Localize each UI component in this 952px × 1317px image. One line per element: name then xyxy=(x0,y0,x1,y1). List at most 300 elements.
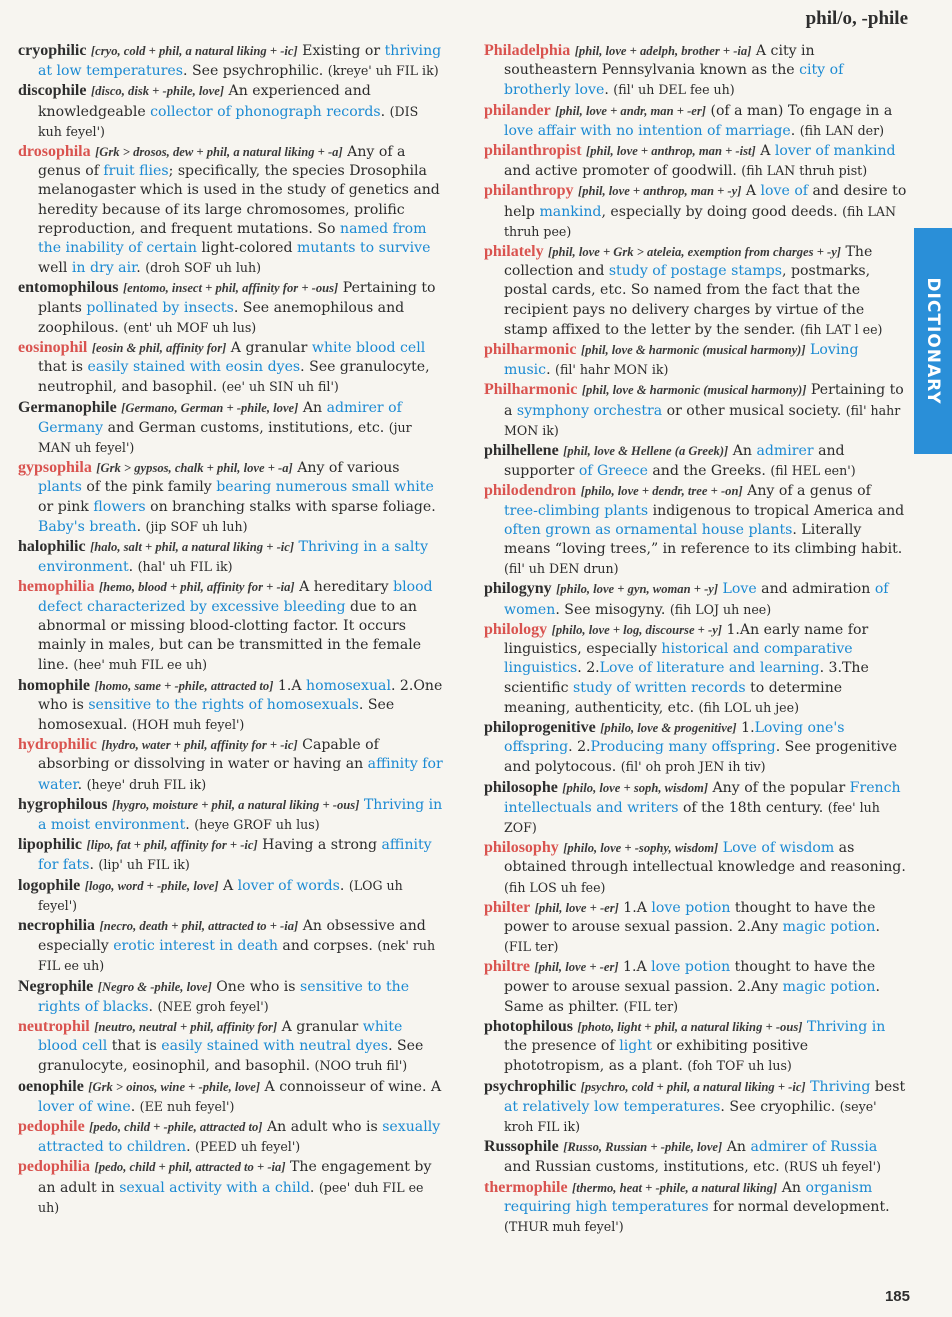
pronunciation: (fih LAT l ee) xyxy=(800,321,883,337)
definition-text: Pertaining to a xyxy=(504,382,904,419)
highlighted-meaning: Love of wisdom xyxy=(722,840,835,857)
pronunciation: (fil' oh proh JEN ih tiv) xyxy=(620,759,766,775)
pronunciation: (RUS uh feyel') xyxy=(784,1159,881,1175)
highlighted-meaning: Producing many offspring xyxy=(590,739,776,756)
dictionary-entry xyxy=(484,898,908,958)
definition-text: or pink xyxy=(38,498,94,515)
definition-text: . 2. xyxy=(568,739,591,756)
etymology: [phil, love & Hellene (a Greek)] xyxy=(563,444,729,459)
highlighted-meaning: Baby's breath xyxy=(38,518,137,535)
pronunciation: (NEE groh feyel') xyxy=(157,998,269,1014)
pronunciation: (foh TOF uh lus) xyxy=(687,1058,792,1074)
etymology: [lipo, fat + phil, affinity for + -ic] xyxy=(86,838,258,853)
dictionary-entry xyxy=(18,1077,445,1117)
highlighted-meaning: organism requiring high temperatures xyxy=(504,1179,873,1215)
definition-text: indigenous to tropical America and xyxy=(648,502,905,519)
definition-text: Any of the popular xyxy=(708,779,850,796)
definition-text: 1.A xyxy=(618,959,652,976)
highlighted-meaning: Thriving in a moist environment xyxy=(38,796,443,833)
dictionary-entry xyxy=(484,181,908,242)
headword: cryophilic xyxy=(18,42,87,59)
definition-text: An adult who is xyxy=(262,1118,383,1135)
headword: philodendron xyxy=(484,482,577,500)
definition-text: 1.An early name for linguistics, especially xyxy=(504,621,869,658)
pronunciation: (fil HEL een') xyxy=(770,463,856,479)
pronunciation: (fih LAN der) xyxy=(799,122,885,138)
definition-text: An xyxy=(722,1139,751,1156)
etymology: [halo, salt + phil, a natural liking + -ic] xyxy=(90,540,295,555)
definition-text: . xyxy=(136,260,146,277)
dictionary-entry xyxy=(484,957,908,1017)
highlighted-meaning: light xyxy=(619,1038,652,1055)
definition-text: . xyxy=(89,857,99,874)
definition-text: . See anemophilous and zoophilous. xyxy=(38,299,405,336)
pronunciation: (LOG uh feyel') xyxy=(38,877,403,913)
dictionary-entry xyxy=(18,458,445,537)
highlighted-meaning: lover of mankind xyxy=(774,143,896,160)
definition-text: 1. xyxy=(736,719,755,736)
definition-text: Capable of absorbing or dissolving in water or having an xyxy=(38,737,379,773)
headword: philharmonic xyxy=(484,341,577,359)
dictionary-entry xyxy=(18,81,445,142)
definition-text: of the 18th century. xyxy=(678,799,828,816)
highlighted-meaning: in dry air xyxy=(71,260,137,277)
etymology: [hemo, blood + phil, affinity for + -ia] xyxy=(98,580,295,595)
definition-text: A xyxy=(741,183,761,200)
highlighted-meaning: Loving music xyxy=(504,342,859,379)
definition-text: A xyxy=(218,877,238,894)
definition-text: that is xyxy=(38,359,88,376)
headword: philanthropist xyxy=(484,142,582,160)
pronunciation: (fih LOL uh jee) xyxy=(698,699,799,715)
highlighted-meaning: affinity for fats xyxy=(38,837,432,874)
etymology: [disco, disk + -phile, love] xyxy=(90,84,225,99)
headword: Philadelphia xyxy=(484,42,571,59)
definition-text: . xyxy=(790,122,800,139)
definition-text: A xyxy=(755,143,775,160)
dictionary-entry xyxy=(484,579,908,619)
headword: gypsophila xyxy=(18,459,92,477)
etymology: [Negro & -phile, love] xyxy=(97,979,212,994)
pronunciation: (seye' kroh FIL ik) xyxy=(504,1098,877,1134)
etymology: [phil, love + anthrop, man + -ist] xyxy=(586,144,756,159)
dictionary-entry xyxy=(18,338,445,398)
etymology: [philo, love + -sophy, wisdom] xyxy=(563,841,719,856)
definition-text: well xyxy=(38,260,72,277)
definition-text: Any of a genus of xyxy=(38,144,406,180)
dictionary-tab xyxy=(914,228,952,454)
definition-text: . See progenitive and polytocous. xyxy=(504,739,898,776)
highlighted-meaning: tree-climbing plants xyxy=(504,502,649,519)
highlighted-meaning: symphony orchestra xyxy=(516,402,663,419)
highlighted-meaning: flowers xyxy=(93,498,146,515)
highlighted-meaning: white blood cell xyxy=(38,1018,403,1055)
pronunciation: (fih LOS uh fee) xyxy=(504,879,606,895)
dictionary-entry xyxy=(18,676,445,736)
definition-text: and the Greeks. xyxy=(647,463,771,480)
highlighted-meaning: Love xyxy=(722,581,757,598)
definition-text: . 2. xyxy=(577,660,600,677)
definition-text: . xyxy=(875,918,880,935)
highlighted-meaning: of Greece xyxy=(578,463,648,480)
etymology: [phil, love + andr, man + -er] xyxy=(555,103,706,118)
definition-text: The engagement by an adult in xyxy=(38,1159,432,1196)
dictionary-entry xyxy=(18,1157,445,1218)
definition-text: . Same as philter. xyxy=(504,978,880,1015)
definition-text: . See granulocyte, eosinophil, and basophil. xyxy=(38,1038,424,1075)
highlighted-meaning: sensitive to the rights of blacks xyxy=(38,978,410,1015)
headword: philosophe xyxy=(484,778,558,796)
definition-text: 1.A xyxy=(273,677,307,694)
etymology: [homo, same + -phile, attracted to] xyxy=(94,678,274,693)
dictionary-entry xyxy=(18,795,445,835)
highlighted-meaning: historical and comparative linguistics xyxy=(504,641,853,677)
highlighted-meaning: fruit flies xyxy=(103,163,169,180)
highlighted-meaning: sexual activity with a child xyxy=(119,1179,310,1196)
definition-text: , postmarks, postal cards, etc. So named from the fact that the recipient pays no delivery charges by virtue of the stamp affixed to the letter by the sender. xyxy=(504,263,871,338)
definition-text: An xyxy=(298,399,327,416)
etymology: [phil, love & harmonic (musical harmony)] xyxy=(581,383,807,398)
headword: oenophile xyxy=(18,1077,84,1095)
highlighted-meaning: thriving at low temperatures xyxy=(38,43,442,80)
etymology: [eosin & phil, affinity for] xyxy=(91,341,227,356)
headword: hydrophilic xyxy=(18,736,97,754)
headword: Russophile xyxy=(484,1138,559,1156)
pronunciation: (pee' duh FIL ee uh) xyxy=(38,1179,424,1215)
headword: philter xyxy=(484,898,531,916)
etymology: [phil, love + anthrop, man + -y] xyxy=(578,184,742,199)
headword: philanthropy xyxy=(484,182,574,200)
pronunciation: (fil' uh DEN drun) xyxy=(504,561,619,577)
headword: entomophilous xyxy=(18,279,119,297)
pronunciation: (jip SOF uh luh) xyxy=(145,518,248,534)
definition-text: . xyxy=(77,776,87,793)
definition-text: the presence of xyxy=(504,1038,620,1055)
dictionary-entry xyxy=(18,278,445,338)
definition-text: . See homosexual. xyxy=(38,696,395,733)
etymology: [philo, love + dendr, tree + -on] xyxy=(580,484,743,499)
highlighted-meaning: Thriving xyxy=(810,1078,871,1095)
definition-text: for normal development. xyxy=(708,1198,890,1215)
definition-text: Existing or xyxy=(297,43,385,59)
pronunciation: (hal' uh FIL ik) xyxy=(137,559,233,575)
dictionary-entry xyxy=(18,41,445,81)
pronunciation: (kreye' uh FIL ik) xyxy=(327,63,439,79)
headword: homophile xyxy=(18,676,91,694)
definition-text: The collection and xyxy=(504,244,873,280)
definition-text: that is xyxy=(107,1038,162,1055)
headword: neutrophil xyxy=(18,1017,90,1035)
headword: eosinophil xyxy=(18,339,88,357)
highlighted-meaning: plants xyxy=(38,479,82,496)
highlighted-meaning: Thriving in a salty environment xyxy=(38,539,429,576)
pronunciation: (hee' muh FIL ee uh) xyxy=(73,657,208,673)
pronunciation: (THUR muh feyel') xyxy=(504,1218,624,1234)
definition-text: An xyxy=(777,1179,806,1196)
definition-text: . See psychrophilic. xyxy=(183,63,328,80)
definition-text: ; specifically, the species Drosophila melanogaster which is used in the study of genetics and heredity because of its large chromosomes, prolific reproduction, and frequent mutations. So xyxy=(38,163,440,237)
headword: Philharmonic xyxy=(484,381,578,399)
dictionary-entry xyxy=(484,481,908,579)
dictionary-entry xyxy=(484,141,908,181)
highlighted-meaning: pollinated by insects xyxy=(86,299,234,316)
definition-text: , especially by doing good deeds. xyxy=(601,203,843,220)
headword: hygrophilous xyxy=(18,795,108,813)
definition-text: . xyxy=(604,82,614,99)
pronunciation: (HOH muh feyel') xyxy=(131,716,245,732)
definition-text: A connoisseur of wine. A xyxy=(260,1078,442,1095)
etymology: [philo, love + gyn, woman + -y] xyxy=(556,582,719,597)
headword: drosophila xyxy=(18,143,91,161)
highlighted-meaning: admirer of Germany xyxy=(38,399,402,436)
definition-text: An obsessive and especially xyxy=(38,917,426,955)
pronunciation: (fil' hahr MON ik) xyxy=(555,362,669,378)
etymology: [philo, love + soph, wisdom] xyxy=(562,780,709,795)
definition-text: . See granulocyte, neutrophil, and basophil. xyxy=(38,359,430,396)
dictionary-entry xyxy=(484,242,908,340)
highlighted-meaning: mutants to survive xyxy=(297,240,431,257)
definition-text: . xyxy=(380,103,390,120)
highlighted-meaning: Love of literature and learning xyxy=(599,660,820,677)
highlighted-meaning: admirer xyxy=(756,443,814,460)
definition-text: . 3.The scientific xyxy=(504,660,869,696)
highlighted-meaning: sexually attracted to children xyxy=(38,1118,441,1156)
dictionary-entry xyxy=(18,142,445,278)
headword: photophilous xyxy=(484,1017,573,1035)
definition-text: thought to have the power to arouse sexual passion. 2.Any xyxy=(504,959,876,995)
definition-text: to determine meaning, authenticity, etc. xyxy=(504,679,843,716)
headword: discophile xyxy=(18,82,87,100)
dictionary-entry xyxy=(484,441,908,481)
pronunciation: (fil' uh DEL fee uh) xyxy=(613,82,735,98)
definition-text: as obtained through intellectual knowledge and reasoning. xyxy=(504,840,906,876)
dictionary-entry xyxy=(484,1178,908,1238)
pronunciation: (PEED uh feyel') xyxy=(195,1139,301,1155)
definition-text: thought to have the power to arouse sexual passion. 2.Any xyxy=(504,899,876,935)
dictionary-entry xyxy=(18,1017,445,1077)
highlighted-meaning: homosexual xyxy=(306,677,391,694)
pronunciation: (fee' luh ZOF) xyxy=(504,799,880,835)
dictionary-entry xyxy=(484,838,908,898)
definition-text: and supporter xyxy=(504,443,845,480)
definition-text: or other musical society. xyxy=(662,402,846,419)
dictionary-entry xyxy=(18,537,445,577)
pronunciation: (EE nuh feyel') xyxy=(139,1098,235,1114)
dictionary-entry xyxy=(484,340,908,380)
etymology: [thermo, heat + -phile, a natural liking] xyxy=(572,1180,778,1195)
highlighted-meaning: French intellectuals and writers xyxy=(504,779,901,816)
pronunciation: (FIL ter) xyxy=(623,998,679,1014)
right-column xyxy=(484,41,908,1237)
pronunciation: (ent' uh MOF uh lus) xyxy=(123,319,257,335)
highlighted-meaning: named from the inability of certain xyxy=(38,220,427,257)
etymology: [Grk > drosos, dew + phil, a natural liking + -a] xyxy=(95,145,343,160)
headword: psychrophilic xyxy=(484,1077,577,1095)
definition-text: An experienced and knowledgeable xyxy=(38,83,371,120)
highlighted-meaning: love potion xyxy=(651,959,731,976)
definition-text: Pertaining to plants xyxy=(38,280,436,316)
highlighted-meaning: collector of phonograph records xyxy=(150,103,381,120)
highlighted-meaning: love of xyxy=(760,183,809,200)
dictionary-entry xyxy=(18,398,445,459)
dictionary-entry xyxy=(18,876,445,916)
highlighted-meaning: city of brotherly love xyxy=(504,62,844,99)
pronunciation: (nek' ruh FIL ee uh) xyxy=(38,938,436,974)
left-column xyxy=(18,41,445,1218)
definition-text: . xyxy=(339,877,349,894)
definition-text: A city in southeastern Pennsylvania known as the xyxy=(504,43,815,79)
definition-text: . xyxy=(136,518,146,535)
etymology: [cryo, cold + phil, a natural liking + -ic] xyxy=(90,44,298,58)
dictionary-entry xyxy=(484,101,908,141)
headword: thermophile xyxy=(484,1178,568,1196)
pronunciation: (droh SOF uh luh) xyxy=(145,260,262,276)
dictionary-entry xyxy=(484,1077,908,1138)
etymology: [entomo, insect + phil, affinity for + -ous] xyxy=(122,281,339,296)
definition-text: . 2.One who is xyxy=(38,677,443,713)
dictionary-entry xyxy=(484,41,908,101)
definition-text: and desire to help xyxy=(504,183,907,220)
highlighted-meaning: bearing numerous small white xyxy=(216,479,434,496)
dictionary-entry xyxy=(484,620,908,718)
pronunciation: (fil' hahr MON ik) xyxy=(504,402,901,438)
headword: pedophile xyxy=(18,1117,85,1135)
etymology: [logo, word + -phile, love] xyxy=(84,878,219,893)
dictionary-entry xyxy=(18,835,445,875)
definition-text: and Russian customs, institutions, etc. xyxy=(504,1159,785,1176)
definition-text: An xyxy=(728,443,757,460)
dictionary-entry xyxy=(484,380,908,441)
definition-text: on branching stalks with sparse foliage. xyxy=(145,498,436,515)
highlighted-meaning: Loving one's offspring xyxy=(504,719,845,756)
highlighted-meaning: love affair with no intention of marriage xyxy=(504,122,791,139)
dictionary-entry xyxy=(18,735,445,795)
highlighted-meaning: study of postage stamps xyxy=(608,263,783,280)
definition-text: and German customs, institutions, etc. xyxy=(103,419,389,436)
dictionary-entry xyxy=(484,1017,908,1077)
pronunciation: (FIL ter) xyxy=(504,939,559,955)
highlighted-meaning: magic potion xyxy=(782,918,876,935)
etymology: [necro, death + phil, attracted to + -ia] xyxy=(99,918,299,933)
headword: philogyny xyxy=(484,580,552,598)
etymology: [philo, love + log, discourse + -y] xyxy=(551,622,722,637)
etymology: [phil, love + -er] xyxy=(534,900,619,915)
highlighted-meaning: white blood cell xyxy=(311,340,426,357)
highlighted-meaning: affinity for water xyxy=(38,756,443,793)
definition-text: due to an abnormal or missing blood-clotting factor. It occurs mainly in males, but can be transmitted in the female line. xyxy=(38,598,422,674)
definition-text: . xyxy=(309,1179,319,1196)
etymology: [phil, love + Grk > ateleia, exemption from charges + -y] xyxy=(548,245,841,260)
definition-text: . xyxy=(148,998,158,1015)
etymology: [phil, love & harmonic (musical harmony)] xyxy=(580,343,806,358)
definition-text: One who is xyxy=(211,978,301,995)
dictionary-entry xyxy=(484,718,908,778)
definition-text: . xyxy=(128,559,138,576)
highlighted-meaning: love potion xyxy=(651,899,731,916)
highlighted-meaning: Thriving in xyxy=(806,1018,886,1035)
pronunciation: (DIS kuh feyel') xyxy=(38,103,419,139)
definition-text: . See cryophilic. xyxy=(720,1098,840,1115)
dictionary-entry xyxy=(18,916,445,977)
definition-text: . See misogyny. xyxy=(555,601,670,618)
definition-text: . xyxy=(130,1098,140,1115)
pronunciation: (lip' uh FIL ik) xyxy=(98,857,190,873)
headword: philtre xyxy=(484,958,530,976)
definition-text: . xyxy=(546,362,556,379)
highlighted-meaning: blood defect characterized by excessive bleeding xyxy=(38,579,433,615)
highlighted-meaning: mankind xyxy=(539,203,602,220)
dictionary-tab-label: DICTIONARY xyxy=(923,277,943,405)
etymology: [Germano, German + -phile, love] xyxy=(121,400,299,415)
etymology: [hydro, water + phil, affinity for + -ic] xyxy=(101,738,298,753)
highlighted-meaning: magic potion xyxy=(782,978,876,995)
etymology: [pedo, child + phil, attracted to + -ia] xyxy=(94,1160,286,1175)
definition-text: . xyxy=(186,1139,196,1156)
pronunciation: (fih LAN thruh pist) xyxy=(741,163,868,179)
definition-text: and corpses. xyxy=(277,938,378,955)
pronunciation: (fih LAN thruh pee) xyxy=(504,203,896,239)
highlighted-meaning: study of written records xyxy=(573,679,746,696)
headword: philology xyxy=(484,620,548,638)
headword: philoprogenitive xyxy=(484,718,596,736)
definition-text: and active promoter of goodwill. xyxy=(504,163,742,180)
pronunciation: (heye' druh FIL ik) xyxy=(86,776,207,792)
highlighted-meaning: easily stained with neutral dyes xyxy=(161,1038,389,1055)
definition-text: . Literally means “loving trees,” in reference to its climbing habit. xyxy=(504,521,903,558)
headword: philosophy xyxy=(484,839,559,857)
definition-text: (of a man) To engage in a xyxy=(705,102,893,119)
headword: philhellene xyxy=(484,442,559,460)
etymology: [hygro, moisture + phil, a natural liking + -ous] xyxy=(112,797,360,812)
headword: halophilic xyxy=(18,538,86,556)
pronunciation: (ee' uh SIN uh fil') xyxy=(221,379,339,395)
definition-text: A hereditary xyxy=(294,579,394,596)
definition-text: . xyxy=(185,816,195,833)
definition-text: of the pink family xyxy=(81,479,217,496)
definition-text: best xyxy=(870,1078,906,1095)
highlighted-meaning: of women xyxy=(504,581,889,618)
pronunciation: (heye GROF uh lus) xyxy=(194,816,320,832)
etymology: [psychro, cold + phil, a natural liking + -ic] xyxy=(580,1079,806,1094)
headword: Germanophile xyxy=(18,398,117,416)
page-number: 185 xyxy=(884,1288,910,1305)
etymology: [phil, love + adelph, brother + -ia] xyxy=(574,44,752,58)
etymology: [neutro, neutral + phil, affinity for] xyxy=(94,1019,278,1034)
etymology: [Russo, Russian + -phile, love] xyxy=(563,1140,723,1155)
highlighted-meaning: at relatively low temperatures xyxy=(504,1098,721,1115)
definition-text: or exhibiting positive phototropism, as a plant. xyxy=(504,1038,809,1075)
definition-text: Any of a genus of xyxy=(742,483,871,500)
etymology: [Grk > oinos, wine + -phile, love] xyxy=(88,1079,261,1094)
highlighted-meaning: admirer of Russia xyxy=(750,1139,878,1156)
highlighted-meaning: often grown as ornamental house plants xyxy=(504,521,793,538)
headword: Negrophile xyxy=(18,977,94,995)
definition-text: light-colored xyxy=(197,240,297,257)
highlighted-meaning: easily stained with eosin dyes xyxy=(87,359,301,376)
headword: hemophilia xyxy=(18,578,95,596)
headword: necrophilia xyxy=(18,916,96,934)
dictionary-entry xyxy=(18,577,445,675)
highlighted-meaning: sensitive to the rights of homosexuals xyxy=(88,696,359,713)
pronunciation: (jur MAN uh feyel') xyxy=(38,419,412,456)
definition-text: A granular xyxy=(226,340,312,357)
highlighted-meaning: erotic interest in death xyxy=(113,938,278,955)
definition-text: Having a strong xyxy=(257,837,382,854)
highlighted-meaning: lover of words xyxy=(237,877,340,894)
pronunciation: (NOO truh fil') xyxy=(314,1058,408,1074)
definition-text: Any of various xyxy=(292,460,400,477)
headword: pedophilia xyxy=(18,1158,91,1176)
